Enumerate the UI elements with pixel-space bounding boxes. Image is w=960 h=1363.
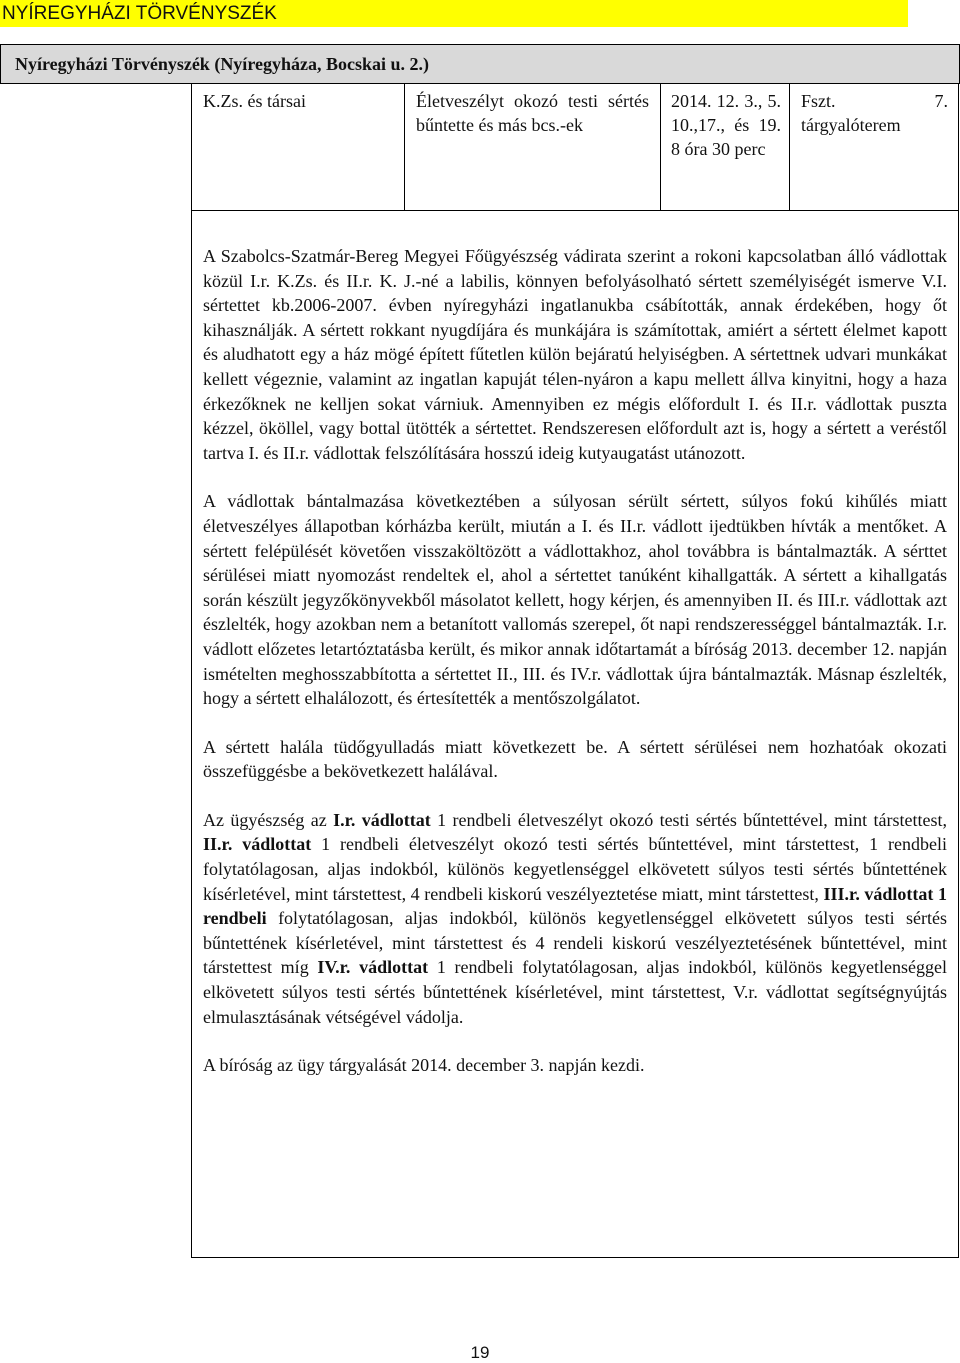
case-description [203, 244, 947, 1078]
dates-cell: 2014. 12. 3., 5. 10.,17., és 19. 8 óra 30 perc [661, 84, 790, 210]
court-heading: Nyíregyházi Törvényszék (Nyíregyháza, Bocskai u. 2.) [0, 44, 960, 84]
abuse-paragraph: A vádlottak bántalmazása következtében a súlyosan sérült sértett, súlyos fokú kihűlés miatt életveszélyes állapotban kórházba került, miután a I. és II.r. vádlott ijedtükben hívták a mentőket. A sértett felépülését követően visszaköltözött a vádlottakhoz, ahol továbbra is bántalmazták. A sérttet sérülései miatt nyomozást rendeltek el, ahol a sértettet tanúként kihallgatták. A sértett a kihallgatás során készült jegyzőkönyvekből másolatot kellett, hogy kérjen, és amennyiben II. és III.r. vádlottak azt észlelték, hogy azokban nem a betanított vallomás szerepel, őt napi rendszerességgel bántalmazták. I.r. vádlott előzetes letartóztatásba került, és mikor annak időtartamát a bíróság 2013. december 12. napján ismételten meghosszabbította a sértettet II., III. és IV.r. vádlottak újra bántalmazták. Másnap észlelték, hogy a sértett elhalálozott, és értesítették a mentőszolgálatot. [203, 491, 947, 709]
defendant-2-label: II.r. vádlottat [203, 834, 312, 855]
room-floor: Fszt. [801, 91, 836, 111]
section-banner: NYÍREGYHÁZI TÖRVÉNYSZÉK [0, 0, 908, 27]
charge-cell: Életveszélyt okozó testi sértés bűntette és más bcs.-ek [405, 84, 661, 210]
defendant-3-label: III.r. vádlottat 1 rendbeli [203, 883, 947, 929]
room-number: 7. [934, 91, 948, 111]
room-name: tárgyalóterem [801, 115, 901, 135]
defendant-1-label: I.r. vádlottat [333, 809, 431, 830]
defendants-cell: K.Zs. és társai [192, 84, 405, 210]
defendant-4-label: IV.r. vádlottat [317, 957, 429, 978]
case-row [191, 84, 959, 211]
room-cell [790, 84, 958, 210]
trial-start-paragraph: A bíróság az ügy tárgyalását 2014. december 3. napján kezdi. [203, 1055, 645, 1076]
indictment-paragraph: A Szabolcs-Szatmár-Bereg Megyei Főügyészség vádirata szerint a rokoni kapcsolatban álló vádlottak közül I.r. K.Zs. és II.r. K. J.-né a labilis, könnyen befolyásolható sértett személyiségét ismerve V.I. sértettet kb.2006-2007. évben nyíregyházi ingatlanukba csábították, annak érdekében, hogy őt kihasználják. A sértett rokkant nyugdíjára és munkájára is számítottak, amiért a sértett élelmet kapott és aludhatott egy a ház mögé épített fűtetlen külön bejáratú helyiségben. A sértettnek udvari munkákat kellett végeznie, valamint az ingatlan kapuját télen-nyáron a kapu mellett állva kinyitni, hogy a haza érkezőknek ne kelljen sokat várniuk. Amennyiben ez mégis előfordult I. és II.r. vádlottak puszta kézzel, ököllel, vagy bottal ütötték a sértettet. Rendszeresen előfordult azt is, hogy a sértett a veréstől tartva I. és II.r. vádlottak felszólítására hosszú ideig kutyaugatást utánozott. [203, 246, 947, 463]
charges-paragraph: Az ügyészség az I.r. vádlottat 1 rendbeli életveszélyt okozó testi sértés bűntettével, mint társtettest, II.r. vádlottat 1 rendbeli életveszélyt okozó testi sértés bűntettével, mint társtettest, 1 rendbeli folytatólagosan, aljas indokból, különös kegyetlenséggel elkövetett súlyos testi sértés bűntettének kísérletével, mint társtettest, 4 rendbeli kiskorú veszélyeztetése miatt, mint társtettest, III.r. vádlottat 1 rendbeli folytatólagosan, aljas indokból, különös kegyetlenséggel elkövetett súlyos testi sértés bűntettének kísérletével, mint társtettest és 4 rendeli kiskorú veszélyeztetésének bűntettével, mint társtettest míg IV.r. vádlottat 1 rendbeli folytatólagosan, aljas indokból, különös kegyetlenséggel elkövetett súlyos testi sértés bűntettének kísérletével, mint társtettest, V.r. vádlottat segítségnyújtás elmulasztásának vétségével vádolja. [203, 809, 948, 1027]
page-number: 19 [470, 1343, 490, 1362]
death-paragraph: A sértett halála tüdőgyulladás miatt következett be. A sértett sérülései nem hozhatóak okozati összefüggésbe a bekövetkezett halálával. [203, 736, 947, 782]
